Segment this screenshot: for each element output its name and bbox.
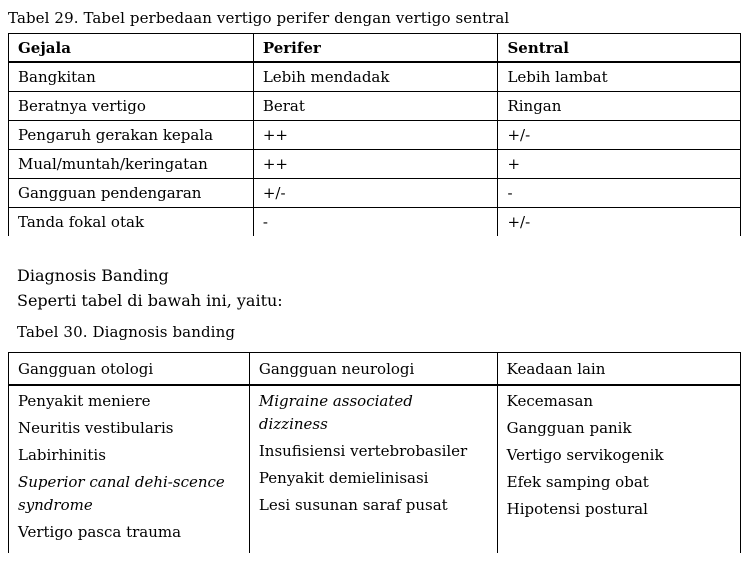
section-heading: Diagnosis Banding: [17, 266, 169, 285]
table-row: [9, 179, 741, 208]
list-item: Migraine associated dizziness: [258, 392, 413, 433]
list-item: Penyakit meniere: [18, 392, 151, 410]
list-item: Efek samping obat: [506, 473, 649, 491]
column-header-otologi: Gangguan otologi: [9, 353, 250, 386]
table-cell: -: [498, 179, 741, 208]
table-cell: Lebih lambat: [498, 62, 741, 92]
table-cell: +: [498, 150, 741, 179]
column-header-perifer: Perifer: [253, 34, 498, 63]
table-cell: Ringan: [498, 92, 741, 121]
table-row: [9, 208, 741, 237]
column-header-sentral: Sentral: [498, 34, 741, 63]
table-cell: Bangkitan: [9, 62, 254, 92]
table-header-row: [9, 353, 741, 386]
differential-diagnosis-table: [8, 352, 741, 553]
table-cell: Mual/muntah/keringatan: [9, 150, 254, 179]
list-item: Gangguan panik: [506, 419, 632, 437]
table-cell: Beratnya vertigo: [9, 92, 254, 121]
column-header-neurologi: Gangguan neurologi: [249, 353, 497, 386]
table-cell: ++: [253, 150, 498, 179]
list-item: Labirhinitis: [18, 446, 106, 464]
list-item: Vertigo pasca trauma: [18, 523, 182, 541]
list-item: Penyakit demielinisasi: [258, 469, 429, 487]
list-item: Vertigo servikogenik: [506, 446, 664, 464]
list-item: Kecemasan: [506, 392, 594, 410]
list-item: Lesi susunan saraf pusat: [258, 496, 448, 514]
otologi-list: [9, 385, 250, 553]
list-item: Hipotensi postural: [506, 500, 648, 518]
table-cell: +/-: [253, 179, 498, 208]
table-row: [9, 92, 741, 121]
table-cell: Pengaruh gerakan kepala: [9, 121, 254, 150]
table-cell: Gangguan pendengaran: [9, 179, 254, 208]
table-cell: ++: [253, 121, 498, 150]
table-cell: +/-: [498, 208, 741, 237]
section-paragraph: Seperti tabel di bawah ini, yaitu:: [17, 291, 283, 310]
list-item: Superior canal dehi-scence syndrome: [18, 473, 225, 514]
table-row: [9, 385, 741, 553]
table-cell: -: [253, 208, 498, 237]
table-cell: Berat: [253, 92, 498, 121]
column-header-keadaan-lain: Keadaan lain: [497, 353, 740, 386]
table-29-caption: Tabel 29. Tabel perbedaan vertigo perifer dengan vertigo sentral: [8, 9, 510, 27]
vertigo-comparison-table: [8, 33, 741, 236]
list-item: Insufisiensi vertebrobasiler: [258, 442, 468, 460]
table-cell: +/-: [498, 121, 741, 150]
table-row: [9, 150, 741, 179]
table-30-caption: Tabel 30. Diagnosis banding: [17, 323, 236, 341]
table-cell: Tanda fokal otak: [9, 208, 254, 237]
table-row: [9, 121, 741, 150]
neurologi-list: [249, 385, 497, 553]
table-cell: Lebih mendadak: [253, 62, 498, 92]
keadaan-lain-list: [497, 385, 740, 553]
table-row: [9, 62, 741, 92]
column-header-gejala: Gejala: [9, 34, 254, 63]
list-item: Neuritis vestibularis: [18, 419, 174, 437]
table-header-row: [9, 34, 741, 63]
